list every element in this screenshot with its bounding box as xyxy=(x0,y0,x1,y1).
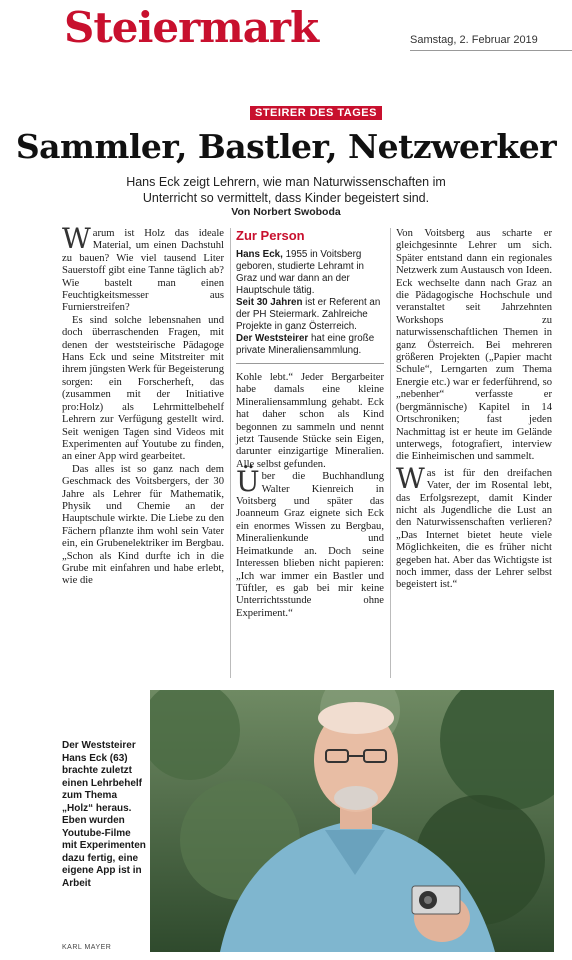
photo-credit: KARL MAYER xyxy=(62,944,112,951)
col1-paragraph-3: Das alles ist so ganz nach dem Geschmack des Voitsbergers, der 30 Jahre als Lehrer für Mathematik, Physik und Chemie an der Hauptschule wirkte. Die Liebe zu den Fächern pflanzte ihm wohl sein Vater ein, ein Grubenelektriker im Bergbau. „Schon als Kind durfte ich in die Grube mit einfahren und habe erlebt, wie die xyxy=(62,463,224,587)
col2-paragraph-2: Über die Buchhandlung Walter Kienreich in Voitsberg und später das Joanneum Graz eignete sich Eck ein enormes Wissen zu Bergbau, Mineralienkunde und Heimatkunde an. Doch seine Interessen blieben nicht papieren: „Ich war immer ein Bastler und Tüftler, es gab bei mir keine Unterrichtsstunde ohne Experiment.“ xyxy=(236,465,384,619)
col1-paragraph-2: Es sind solche lebensnahen und doch überraschenden Fragen, mit denen der weststeirische Pädagoge Hans Eck und seine Mitstreiter mit ihrem jüngsten Werk für Begeisterung sorgen: ein Forscherheft, das (zusammen mit der Initiative pro:Holz) als Lehrmittelbehelf Lehrern zur Verfügung gestellt wird. Seit wenigen Tagen sind Videos mit Experimenten auf Youtube zu finden, an einer App wird gearbeitet. xyxy=(62,314,224,463)
info-item: Seit 30 Jahren ist er Referent an der PH Steiermark. Zahlreiche Projekte in ganz Österreich. xyxy=(236,297,381,332)
photo-caption: Der Weststeirer Hans Eck (63) brachte zuletzt einen Lehrbehelf zum Thema „Holz“ heraus. Eben wurden Youtube-Filme mit Experimenten dazu fertig, eine eigene App ist in Arbeit xyxy=(62,740,146,889)
column-3 xyxy=(396,228,552,592)
column-rule xyxy=(230,228,231,678)
kicker-badge: STEIRER DES TAGES xyxy=(250,106,382,120)
column-2 xyxy=(236,228,384,620)
column-rule xyxy=(390,228,391,678)
col2-paragraph-1: Kohle lebt.“ Jeder Bergarbeiter habe damals eine kleine Mineraliensammlung gehabt. Eck hat daher schon als Kind begonnen zu sammeln und nennt jetzt Tausende Stücke sein Eigen, darunter einzigartige Mineralien. Alle selbst gefunden. xyxy=(236,372,384,470)
subline: Hans Eck zeigt Lehrern, wie man Naturwissenschaften im Unterricht so vermittelt, dass Kinder begeistert sind. xyxy=(126,175,446,205)
info-item: Der Weststeirer hat eine große private Mineraliensammlung. xyxy=(236,333,375,356)
col3-paragraph-2: Was ist für den dreifachen Vater, der im Rosental lebt, das Erfolgsrezept, damit Kinder nicht als Jugendliche die Lust an den Naturwissenschaften verlieren? „Das Internet bietet heute viele Möglichkeiten, die es früher nicht gegeben hat. Aber das Wichtigste ist noch immer, dass der Lehrer selbst begeistert ist.“ xyxy=(396,461,552,591)
column-1 xyxy=(62,222,224,588)
drop-cap: W xyxy=(62,222,91,255)
info-box-title: Zur Person xyxy=(236,228,305,243)
headline: Sammler, Bastler, Netzwerker xyxy=(15,127,557,166)
drop-cap: W xyxy=(396,461,425,495)
masthead: Steiermark xyxy=(64,3,319,52)
portrait-photo xyxy=(150,690,554,952)
col1-paragraph-1: Warum ist Holz das ideale Material, um einen Dachstuhl zu bauen? Wie viel tausend Liter Sauerstoff gibt eine Tanne täglich ab? Wie bastelt man einen Feuchtigkeitsmesser aus Furnierstreifen? xyxy=(62,222,224,314)
col3-paragraph-1: Von Voitsberg aus scharte er gleichgesinnte Lehrer um sich. Später entstand dann ein regionales Netzwerk zum Austausch von Ideen. Eck wechselte dann nach Graz an die Pädagogische Hochschule und veranstaltet seit Jahrzehnten Workshops zu naturwissenschaftlichen Themen in ganz Österreich. Bei mehreren größeren Projekten („Papier macht Schule“, Lerngarten zum Thema Energie etc.) war er federführend, so „nebenher“ verfasste er (bergmännische) Kapitel in 14 Ortschroniken; fast jeden Nachmittag ist er heute im Gelände unterwegs, fotografiert, interview die Einheimischen und sammelt. xyxy=(396,228,552,463)
info-box xyxy=(236,249,384,364)
byline: Von Norbert Swoboda xyxy=(231,206,341,218)
drop-cap: Ü xyxy=(236,465,260,499)
portrait-illustration xyxy=(150,690,554,952)
info-item: Hans Eck, 1955 in Voitsberg geboren, studierte Lehramt in Graz und war dann an der Hauptschule tätig. xyxy=(236,249,364,296)
date-rule xyxy=(410,50,572,51)
issue-date: Samstag, 2. Februar 2019 xyxy=(410,34,538,46)
